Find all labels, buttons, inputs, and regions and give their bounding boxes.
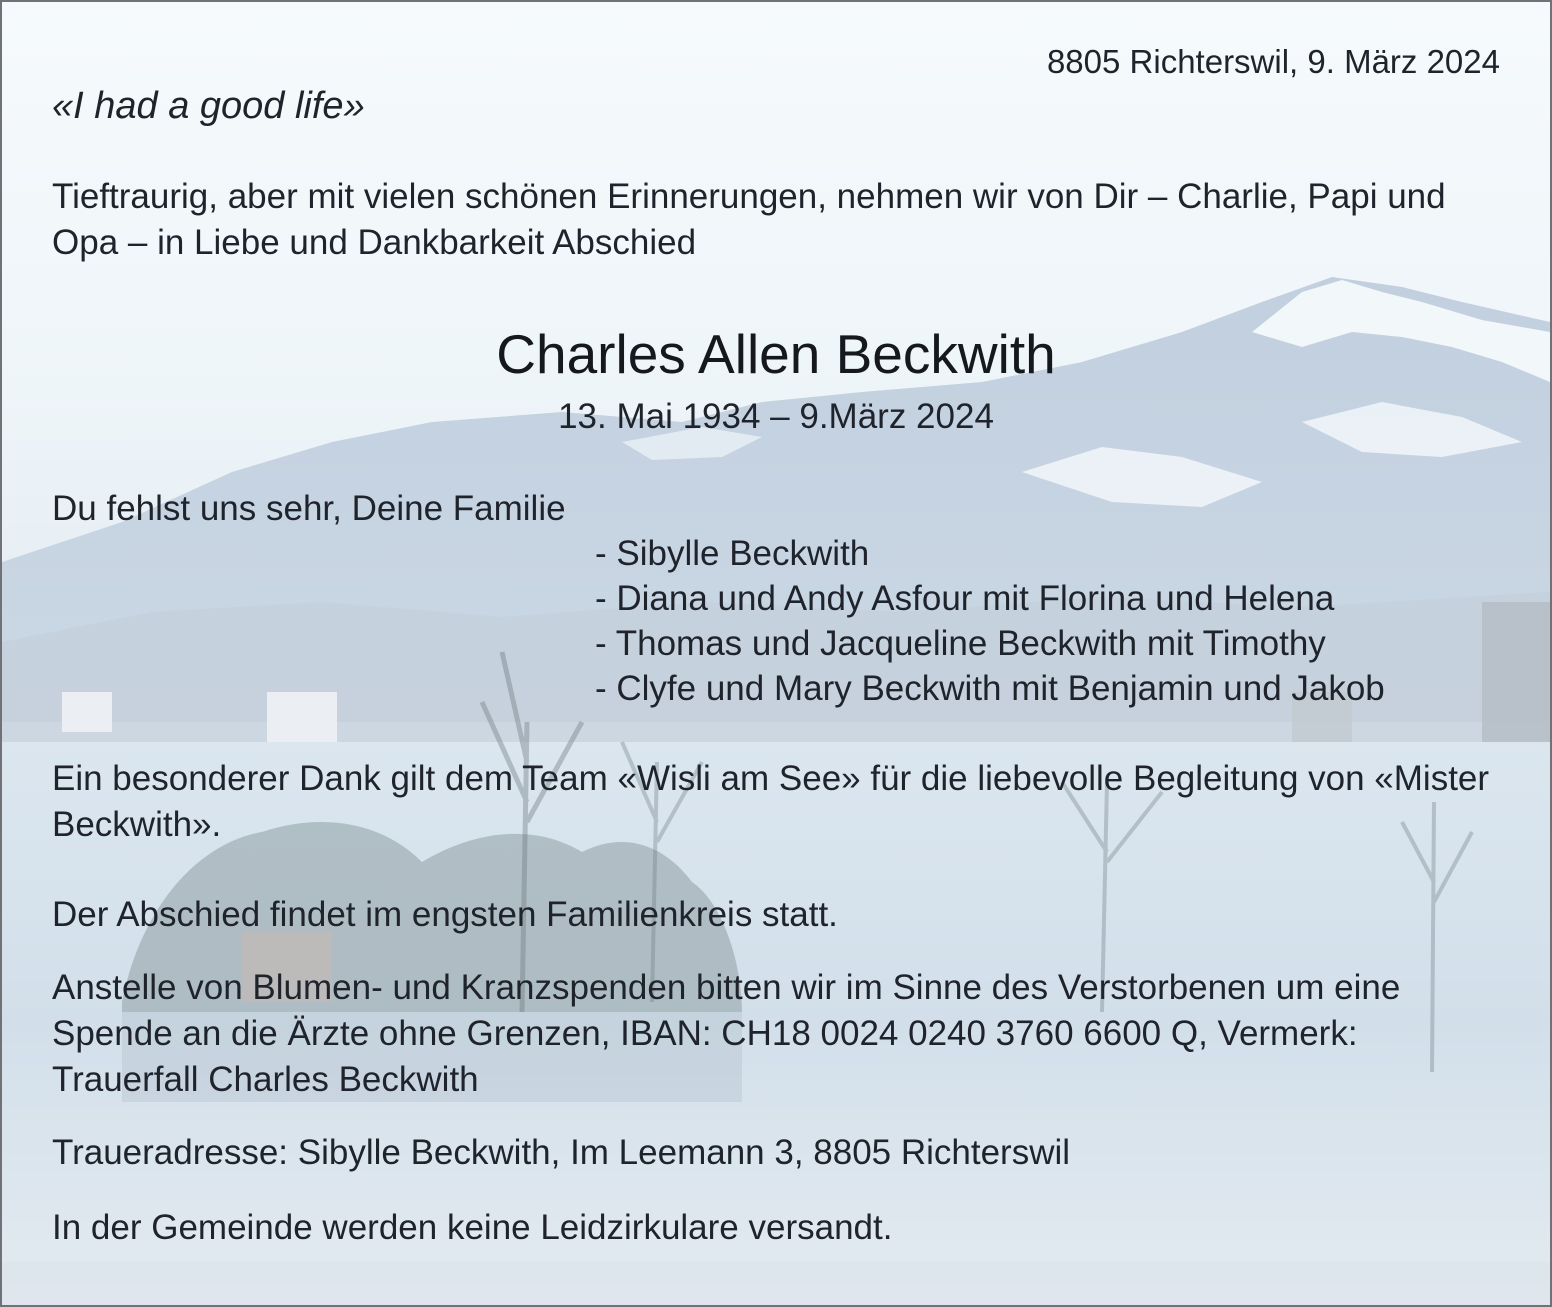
family-member: - Thomas und Jacqueline Beckwith mit Timothy [595,624,1326,663]
thanks-paragraph: Ein besonderer Dank gilt dem Team «Wisli am See» für die liebevolle Begleitung von «Mister Beckwith». [52,759,1490,844]
motto-quote: «I had a good life» [52,85,365,127]
circulars-note: In der Gemeinde werden keine Leidzirkulare versandt. [52,1208,893,1247]
family-member: - Diana und Andy Asfour mit Florina und Helena [595,579,1335,618]
life-dates: 13. Mai 1934 – 9.März 2024 [558,397,994,436]
intro-paragraph: Tieftraurig, aber mit vielen schönen Erinnerungen, nehmen wir von Dir – Charlie, Papi und Opa – in Liebe und Dankbarkeit Abschied [52,177,1446,262]
notice-content [2,2,1550,1305]
family-member: - Sibylle Beckwith [595,534,870,573]
donation-paragraph: Anstelle von Blumen- und Kranzspenden bitten wir im Sinne des Verstorbenen um eine Spende an die Ärzte ohne Grenzen, IBAN: CH18 0024 0240 3760 6600 Q, Vermerk: Trauerfall Charles Beckwith [52,968,1401,1099]
family-intro: Du fehlst uns sehr, Deine Familie [52,489,566,528]
mourning-address: Traueradresse: Sibylle Beckwith, Im Leemann 3, 8805 Richterswil [52,1133,1071,1172]
family-member: - Clyfe und Mary Beckwith mit Benjamin und Jakob [595,669,1385,708]
family-list [595,531,1385,711]
place-and-date: 8805 Richterswil, 9. März 2024 [1046,43,1500,80]
deceased-name: Charles Allen Beckwith [496,323,1056,385]
farewell-paragraph: Der Abschied findet im engsten Familienkreis statt. [52,895,838,934]
